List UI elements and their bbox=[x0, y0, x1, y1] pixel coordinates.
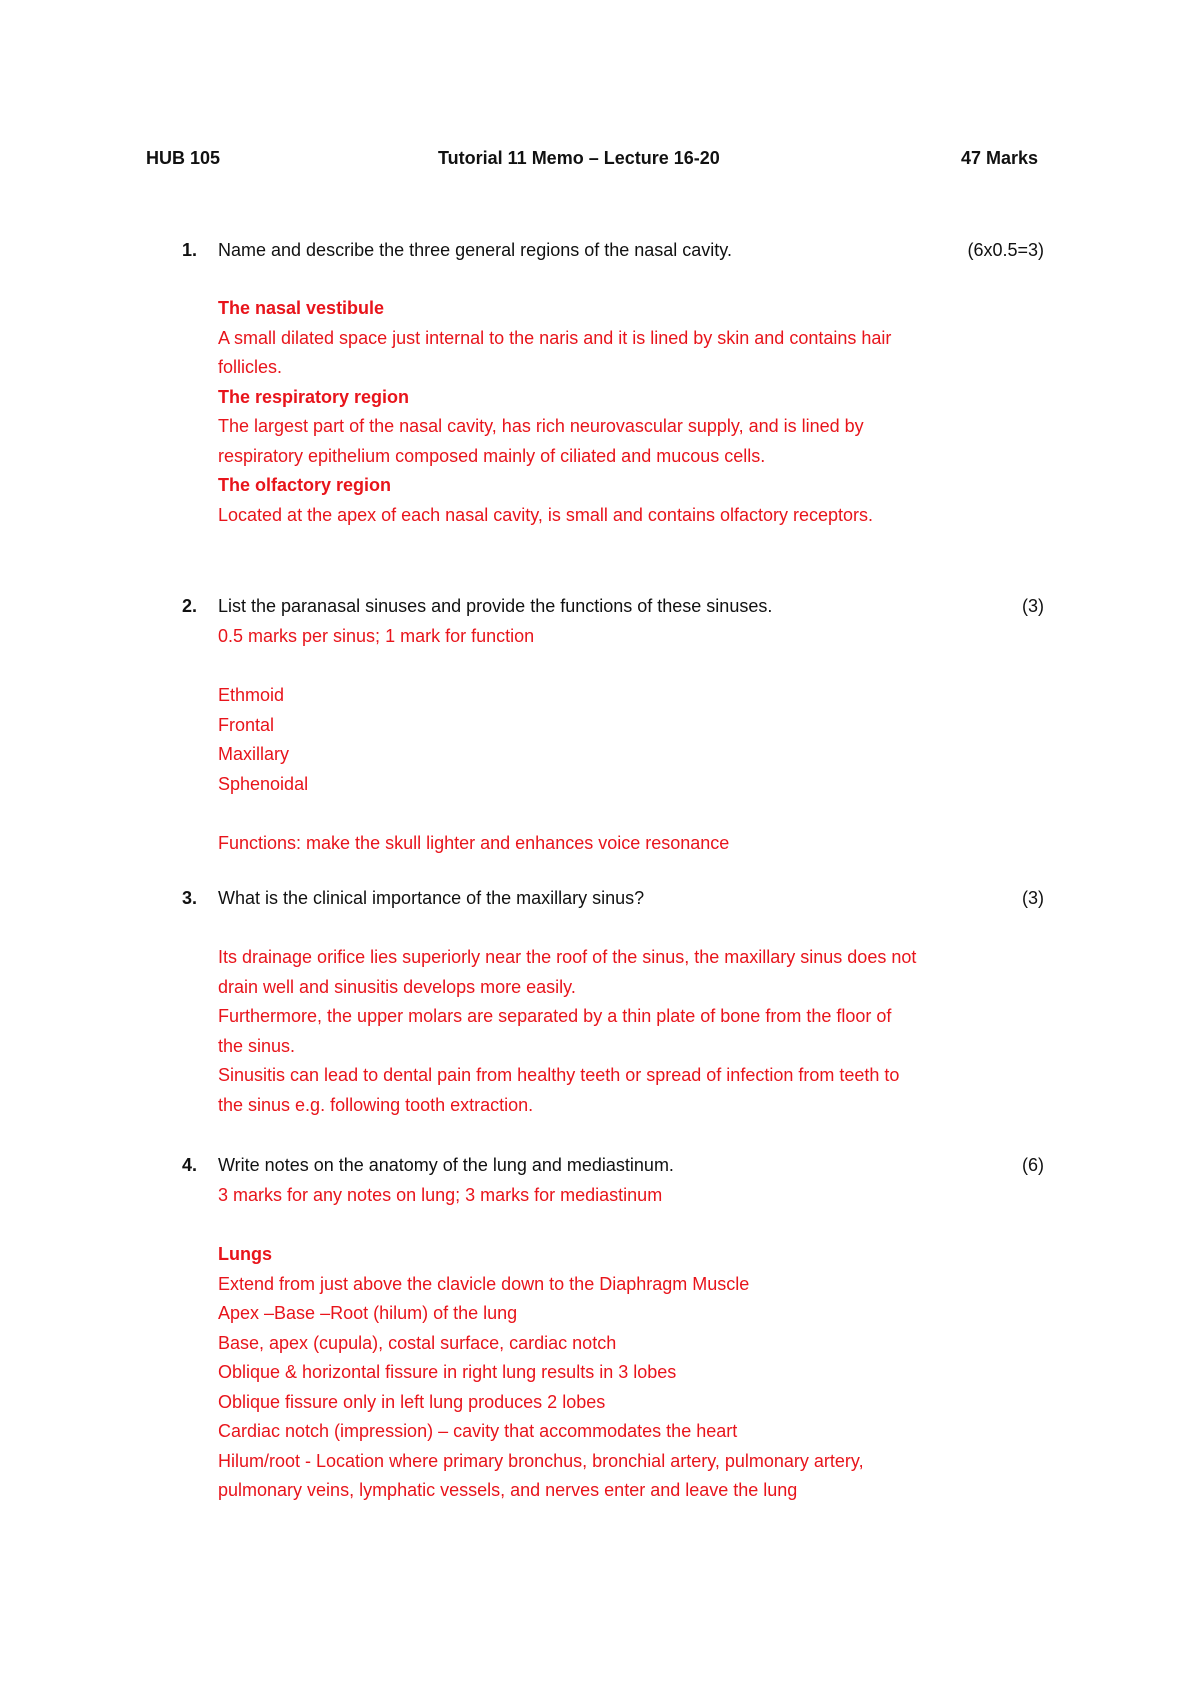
region-title: The respiratory region bbox=[218, 386, 410, 407]
question-text: Write notes on the anatomy of the lung and mediastinum. bbox=[218, 1155, 674, 1175]
region-description: Located at the apex of each nasal cavity, is small and contains olfactory receptors. bbox=[218, 504, 874, 525]
sinus-item: Frontal bbox=[218, 714, 275, 735]
answer-line: the sinus. bbox=[218, 1035, 296, 1056]
lungs-note: Extend from just above the clavicle down to the Diaphragm Muscle bbox=[218, 1273, 750, 1294]
question-text: What is the clinical importance of the maxillary sinus? bbox=[218, 888, 645, 908]
lungs-note: pulmonary veins, lymphatic vessels, and nerves enter and leave the lung bbox=[218, 1480, 798, 1500]
region-description: respiratory epithelium composed mainly of ciliated and mucous cells. bbox=[218, 445, 766, 466]
answer-line: drain well and sinusitis develops more easily. bbox=[218, 976, 576, 997]
sinus-item: Sphenoidal bbox=[218, 773, 309, 794]
spacer bbox=[218, 652, 1058, 682]
lungs-note: Apex –Base –Root (hilum) of the lung bbox=[218, 1303, 518, 1323]
lungs-heading: Lungs bbox=[218, 1244, 272, 1264]
question-marks: (6) bbox=[1022, 1155, 1044, 1175]
question-number: 1. bbox=[182, 240, 198, 260]
marking-note: 0.5 marks per sinus; 1 mark for function bbox=[218, 626, 535, 646]
question-number: 2. bbox=[182, 596, 198, 616]
lungs-note: Cardiac notch (impression) – cavity that accommodates the heart bbox=[218, 1421, 738, 1441]
lungs-note: Oblique fissure only in left lung produces 2 lobes bbox=[218, 1391, 606, 1412]
region-title: The olfactory region bbox=[218, 475, 392, 495]
document-title: Tutorial 11 Memo – Lecture 16-20 bbox=[438, 148, 720, 168]
question-number: 3. bbox=[182, 888, 198, 908]
question-text: Name and describe the three general regions of the nasal cavity. bbox=[218, 240, 732, 260]
answer-4 bbox=[218, 1181, 1058, 1506]
region-description: The largest part of the nasal cavity, has rich neurovascular supply, and is lined by bbox=[218, 416, 864, 436]
course-code: HUB 105 bbox=[146, 148, 221, 168]
sinus-functions: Functions: make the skull lighter and enhances voice resonance bbox=[218, 832, 730, 853]
document-header bbox=[146, 148, 1038, 172]
question-text: List the paranasal sinuses and provide the functions of these sinuses. bbox=[218, 596, 773, 616]
lungs-note: Oblique & horizontal fissure in right lung results in 3 lobes bbox=[218, 1362, 677, 1382]
lungs-note: Hilum/root - Location where primary bronchus, bronchial artery, pulmonary artery, bbox=[218, 1450, 864, 1471]
question-marks: (6x0.5=3) bbox=[967, 240, 1044, 260]
marking-note: 3 marks for any notes on lung; 3 marks for mediastinum bbox=[218, 1185, 663, 1205]
answer-1 bbox=[218, 294, 1058, 530]
question-marks: (3) bbox=[1022, 596, 1044, 616]
answer-line: Its drainage orifice lies superiorly near the roof of the sinus, the maxillary sinus does not bbox=[218, 947, 917, 967]
answer-3 bbox=[218, 943, 1058, 1120]
spacer bbox=[218, 1211, 1058, 1241]
spacer bbox=[218, 799, 1058, 829]
answer-2 bbox=[218, 622, 1058, 858]
region-description: follicles. bbox=[218, 357, 283, 377]
question-marks: (3) bbox=[1022, 888, 1044, 908]
question-number: 4. bbox=[182, 1155, 198, 1175]
lungs-note: Base, apex (cupula), costal surface, cardiac notch bbox=[218, 1332, 617, 1353]
answer-line: Sinusitis can lead to dental pain from healthy teeth or spread of infection from teeth to bbox=[218, 1065, 900, 1085]
answer-line: the sinus e.g. following tooth extraction. bbox=[218, 1094, 534, 1115]
sinus-item: Ethmoid bbox=[218, 685, 285, 705]
total-marks: 47 Marks bbox=[960, 148, 1038, 168]
region-title: The nasal vestibule bbox=[218, 298, 385, 318]
region-description: A small dilated space just internal to the naris and it is lined by skin and contains hair bbox=[218, 327, 892, 348]
answer-line: Furthermore, the upper molars are separated by a thin plate of bone from the floor of bbox=[218, 1006, 892, 1026]
sinus-item: Maxillary bbox=[218, 744, 290, 764]
